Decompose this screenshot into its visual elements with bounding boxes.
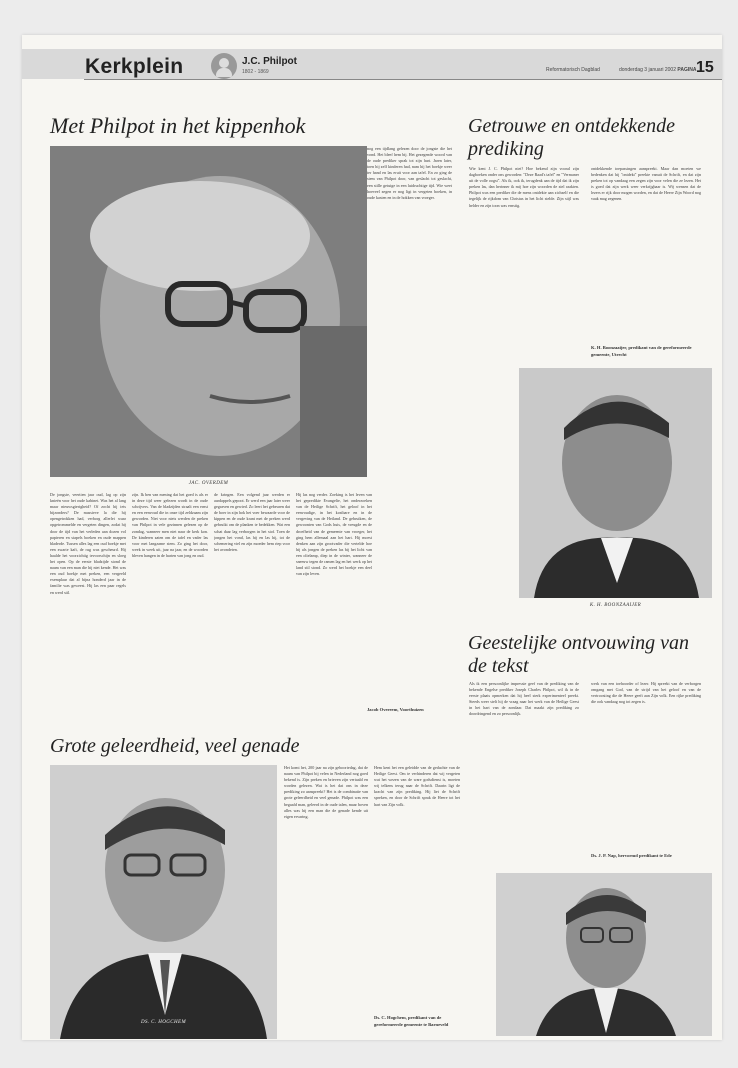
article2-photo xyxy=(519,368,712,598)
man-with-glasses-portrait-photo xyxy=(496,873,712,1036)
article2-photo-caption: K. H. BOONZAAIJER xyxy=(589,603,642,608)
date-text: donderdag 3 januari 2002 xyxy=(619,67,676,73)
article3-column-2: werk van een toehoorder of lezer. Hij spreekt van de verborgen omgang met God, van de strijd van het geloof en van de vertroosting die de Heere geeft aan Zijn volk. Een rijke prediking die ook vandaag nog tot zegen is. xyxy=(591,681,701,705)
article4-photo-caption: DS. C. HOGCHEM xyxy=(140,1020,187,1025)
section-title: Kerkplein xyxy=(85,55,184,78)
article1-byline: Jacob Overeem, Voorthuizen xyxy=(367,707,424,712)
issue-date xyxy=(619,67,696,73)
article1-headline: Met Philpot in het kippenhok xyxy=(50,113,306,138)
person-name: J.C. Philpot xyxy=(242,56,297,67)
article4-column-1: Het komt het, 200 jaar na zijn geboortedag, dat de naam van Philpot bij velen in Nederland nog goed bekend is. Zijn preken en brieven zijn vertaald en worden gelezen. Wat is het dat ons in deze prediking zo aanspreekt? Het is de combinatie van grote geleerdheid en veel genade. Philpot was een begaafd man, geleerd in de oude talen, maar boven alles was hij een man die de genade kende uit eigen ervaring. xyxy=(284,765,368,819)
article2-column-1: Wie kent J. C. Philpot niet? Hoe bekend zijn vooral zijn dagboeken onder ons geworden: "Deze Raad's tafel" en "Vermaner uit de volle oogst". Als ik, ook ik, terugdenk aan de tijd dat ik zijn preken las, dan herinner ik mij hoe zijn woorden de ziel raakten. Philpot was een prediker die de mens ontdekte aan zichzelf en die tegelijk de rijkdom van Christus in het licht stelde. Zijn stijl was helder en zijn toon was ernstig. xyxy=(469,166,579,208)
article2-byline: K. H. Boonzaaijer, predikant van de gereformeerde gemeente, Utrecht xyxy=(591,345,692,357)
article4-photo xyxy=(50,765,277,1039)
newspaper-name: Reformatorisch Dagblad xyxy=(546,67,600,73)
man-in-suit-photo xyxy=(519,368,712,598)
article1-photo-caption: JAC. OVERDEM xyxy=(188,481,229,486)
newspaper-page xyxy=(22,35,722,1040)
person-years: 1802 - 1869 xyxy=(242,69,269,75)
philpot-portrait-icon xyxy=(211,53,237,79)
article1-column-3: de kringen. Een volgend jaar werden er aardappels gepoot. Er werd een jaar later weer gegraven en gewied. Zo leert het gebeuren dat de boer in zijn hok het voer bewaarde voor de kippen en de oude krant met de preken werd gebruikt om de planken te bedekken. Wat een schat daar lag verborgen in het stof. Toen de jongen het vond, las hij en las hij, tot de schemering viel en zijn moeder hem riep voor het avondeten. xyxy=(214,492,290,552)
article1-column-2: zijn. Ik ben van mening dat het goed is als er in deze tijd weer gelezen wordt in de oude schrijvers. Van de bladzijden straalt een ernst en een eenvoud die in onze tijd zeldzaam zijn geworden. Niet voor niets werden de preken van Philpot in vele gezinnen gelezen op de zondag, wanneer men niet naar de kerk kon. De kinderen zaten om de tafel en vader las voor met langzame stem. Zo ging het door, week in week uit, jaar na jaar, en de woorden bleven hangen in de harten van jong en oud. xyxy=(132,492,208,558)
article4-headline: Grote geleerdheid, veel genade xyxy=(50,735,300,757)
elderly-man-with-glasses-photo xyxy=(50,146,367,477)
page-number: 15 xyxy=(696,59,714,76)
article2-headline: Getrouwe en ontdekkende prediking xyxy=(468,115,675,160)
article1-photo xyxy=(50,146,367,477)
article4-column-2: Hem kent het een geleidde van de gedachte van de Heilige Geest. Om te verhinderen dat wij vergeten wat het wezen van de ware godsdienst is, moeten wij telkens terug naar de Schrift. Daarin ligt de kracht van zijn prediking. Hij liet de Schrift spreken, en door de Schrift sprak de Heere tot het hart van Zijn volk. xyxy=(374,765,460,807)
article1-column-5: nog een tijdlang gelezen door de jongste die het vond. Het bleef hem bij. Het gezegende woord van de oude prediker sprak tot zijn hart. Jaren later, toen hij zelf kinderen had, nam hij het boekje weer ter hand en las eruit voor aan tafel. En zo ging de stem van Philpot door, van geslacht tot geslacht, een stille getuige in een luidruchtige tijd. Wie weet hoeveel zegen er nog ligt in vergeten boeken, in oude kasten en in de hokken van vroeger. xyxy=(367,146,452,200)
article4-byline: Ds. C. Hogchem, predikant van de gereformeerde gemeente te Barneveld xyxy=(374,1015,449,1027)
article1-column-4: Hij las nog verder. Zoeking is het leven van het gepredikte Evangelie, het onderzoeken van de Heilige Schrift, het geloof in het eenvoudige, in het kostbare en in de vergeving van de Heiland. De gebruiken, de gewoonten van Gods huis, de vreugde en de droefheid van de gemeente van vroeger, het ging hem allemaal aan het hart. Hij moest denken aan zijn grootvader die vertelde hoe hij als jongen de preken las bij het licht van een olielamp, diep in de winter, wanneer de sneeuw tegen de ramen lag en het werk op het land stil stond. Zo werd het boekje een deel van zijn leven. xyxy=(296,492,372,577)
page-label: PAGINA xyxy=(677,67,697,73)
article3-headline: Geestelijke ontvouwing van de tekst xyxy=(468,632,690,677)
article2-column-2: ontdekkende toepassingen aanspreekt. Maar dan moeten we bedenken dat hij "ontdekt" preekte vanuit de Schrift, en dat zijn preken tot op vandaag een zegen zijn voor velen die ze lezen. Het is goed dat zijn werk weer verkrijgbaar is. Wij wensen dat de lezers er rijk door mogen worden, en dat de Heere Zijn Woord nog vaak mag zegenen. xyxy=(591,166,701,202)
article3-column-1: Als ik een persoonlijke impressie geef van de prediking van de bekende Engelse prediker Joseph Charles Philpot, wil ik in de eerste plaats opmerken dat hij heel sterk experimenteel preekt. Steeds weer stelt hij de vraag naar het werk van de Heilige Geest in het hart van de zondaar. Dat maakt zijn prediking zo doordringend en zo persoonlijk. xyxy=(469,681,579,717)
article3-photo xyxy=(496,873,712,1036)
article3-byline: Ds. J. P. Nap, hervormd predikant te Ede xyxy=(591,853,672,858)
article1-column-1: De jongste, veertien jaar oud, lag op zijn knieën voor het oude kabinet. Was het al lang maar nieuwsgierigheid? Of zocht hij iets bijzonders? De massieve la die hij opengetrokken had, verborg allerlei waar opgetrommelde en vergeten dingen, zodat hij door de tijd van het verleden aan dozen vol papieren en stapels boeken en oude mappen bladerde. Tussen alles lag een oud boekje met een zwarte kaft, de rug was gescheurd. Hij haalde het voorzichtig tevoorschijn en sloeg het open. Op de eerste bladzijde stond de naam van een man die hij niet kende. Het was een oud boekje met preken, een vergeeld exemplaar dat al bijna honderd jaar in de familie was geweest. Hij las een paar regels en werd stil. xyxy=(50,492,126,595)
masthead-rule xyxy=(84,79,722,80)
man-with-glasses-photo xyxy=(50,765,277,1039)
